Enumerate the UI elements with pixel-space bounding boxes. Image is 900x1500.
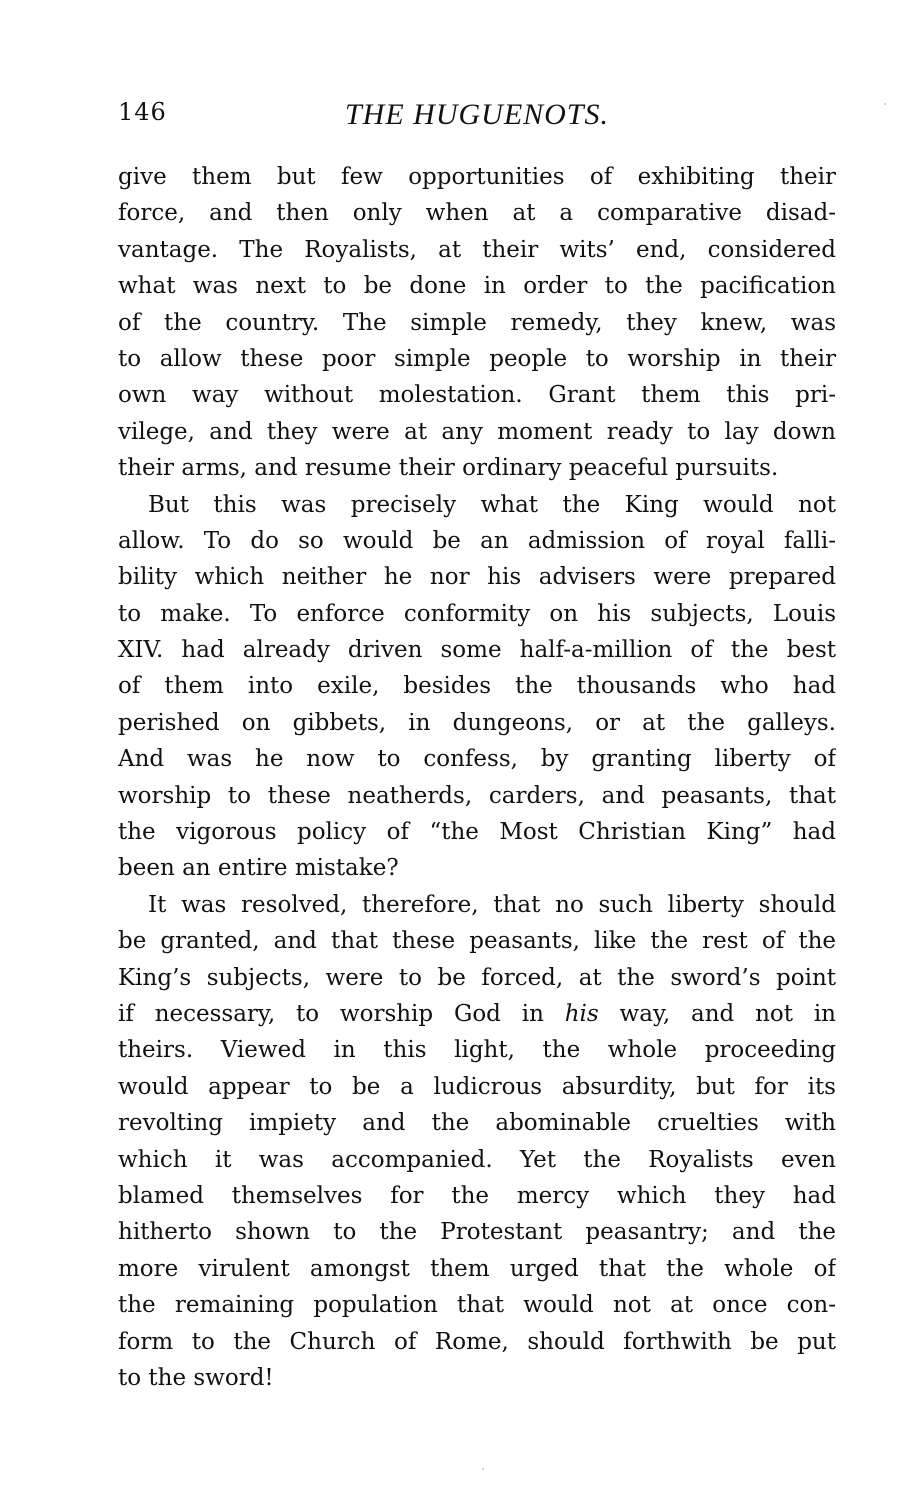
text-line: their arms, and resume their ordinary peaceful pursuits. xyxy=(118,455,779,482)
text-line: vantage. The Royalists, at their wits’ end, considered xyxy=(118,236,836,263)
text-line: of them into exile, besides the thousands who had xyxy=(118,673,836,700)
text-line: hitherto shown to the Protestant peasantry; and the xyxy=(118,1219,836,1246)
text-line-with-italic xyxy=(118,996,836,1032)
text-fragment: if necessary, to worship God in xyxy=(118,1000,565,1027)
text-line: revolting impiety and the abominable cruelties with xyxy=(118,1110,836,1137)
text-line: XIV. had already driven some half-a-million of the best xyxy=(118,637,836,664)
text-line: the remaining population that would not at once con- xyxy=(118,1292,836,1319)
text-line: But this was precisely what the King would not xyxy=(148,491,836,518)
text-line: blamed themselves for the mercy which they had xyxy=(118,1182,836,1209)
text-line: theirs. Viewed in this light, the whole proceeding xyxy=(118,1037,836,1064)
paragraph-1 xyxy=(118,159,836,487)
text-line: to make. To enforce conformity on his subjects, Louis xyxy=(118,600,836,627)
text-line: what was next to be done in order to the pacification xyxy=(118,273,836,300)
text-line: which it was accompanied. Yet the Royalists even xyxy=(118,1146,836,1173)
text-line: King’s subjects, were to be forced, at the sword’s point xyxy=(118,964,836,991)
text-line: vilege, and they were at any moment ready to lay down xyxy=(118,418,836,445)
paper-speck xyxy=(482,1468,484,1470)
text-line: bility which neither he nor his advisers were prepared xyxy=(118,564,836,591)
text-line: It was resolved, therefore, that no such liberty should xyxy=(148,891,836,918)
text-line: to allow these poor simple people to worship in their xyxy=(118,345,836,372)
text-line: own way without molestation. Grant them this pri- xyxy=(118,382,836,409)
text-line: form to the Church of Rome, should forthwith be put xyxy=(118,1328,836,1355)
page-number: 146 xyxy=(118,98,167,126)
text-body xyxy=(118,159,836,1396)
running-title: THE HUGUENOTS. xyxy=(344,98,610,131)
text-line: been an entire mistake? xyxy=(118,855,399,882)
text-line: allow. To do so would be an admission of royal falli- xyxy=(118,527,836,554)
text-line: would appear to be a ludicrous absurdity, but for its xyxy=(118,1073,836,1100)
text-line: be granted, and that these peasants, like the rest of the xyxy=(118,928,836,955)
italic-word: his xyxy=(564,1000,599,1027)
text-line: perished on gibbets, in dungeons, or at the galleys. xyxy=(118,709,836,736)
text-line: worship to these neatherds, carders, and peasants, that xyxy=(118,782,836,809)
running-head xyxy=(118,98,836,138)
paragraph-2 xyxy=(118,487,836,887)
text-line: the vigorous policy of “the Most Christian King” had xyxy=(118,819,836,846)
text-fragment: way, and not in xyxy=(598,1000,836,1027)
text-line: more virulent amongst them urged that the whole of xyxy=(118,1255,836,1282)
paragraph-3 xyxy=(118,887,836,1396)
text-line: force, and then only when at a comparative disad- xyxy=(118,200,836,227)
text-line: of the country. The simple remedy, they knew, was xyxy=(118,309,836,336)
paper-speck xyxy=(884,103,886,105)
text-line: give them but few opportunities of exhibiting their xyxy=(118,164,836,190)
text-line: to the sword! xyxy=(118,1364,274,1391)
text-line: And was he now to confess, by granting liberty of xyxy=(118,746,836,773)
